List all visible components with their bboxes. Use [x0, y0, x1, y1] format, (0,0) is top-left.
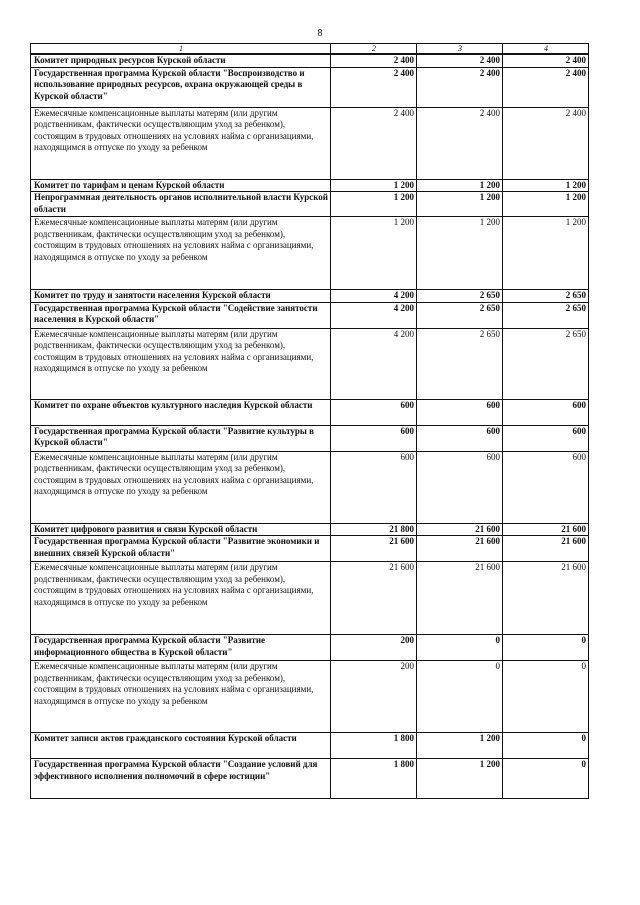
table-row	[31, 217, 589, 290]
row-value-2022: 600	[331, 425, 417, 451]
row-value-2023: 1 200	[417, 192, 503, 217]
row-value-2024: 2 650	[503, 328, 589, 399]
table-row	[31, 302, 589, 328]
row-value-2022: 4 200	[331, 302, 417, 328]
row-label: Комитет по труду и занятости населения Курской области	[31, 290, 331, 303]
header-col-3: 3	[417, 44, 503, 55]
row-value-2022: 21 600	[331, 536, 417, 562]
row-value-2022: 2 400	[331, 54, 417, 67]
table-row	[31, 54, 589, 67]
table-row	[31, 328, 589, 399]
row-value-2023: 1 200	[417, 733, 503, 759]
row-label: Комитет по охране объектов культурного наследия Курской области	[31, 399, 331, 425]
row-value-2024: 0	[503, 661, 589, 733]
row-value-2023: 2 650	[417, 328, 503, 399]
row-value-2023: 600	[417, 451, 503, 523]
table-row	[31, 562, 589, 635]
row-value-2022: 600	[331, 451, 417, 523]
budget-table	[30, 43, 589, 799]
row-label: Комитет записи актов гражданского состояния Курской области	[31, 733, 331, 759]
table-row	[31, 733, 589, 759]
row-label: Ежемесячные компенсационные выплаты матерям (или другим родственникам, фактически осуществляющим уход за ребенком), состоящим в трудовых отношениях на условиях найма с организациями, находящимся в отпуске по уходу за ребенком	[31, 661, 331, 733]
row-value-2023: 600	[417, 399, 503, 425]
table-row	[31, 523, 589, 536]
row-label: Комитет природных ресурсов Курской области	[31, 54, 331, 67]
row-value-2024: 21 600	[503, 562, 589, 635]
table-row	[31, 192, 589, 217]
table-row	[31, 67, 589, 107]
row-label: Ежемесячные компенсационные выплаты матерям (или другим родственникам, фактически осуществляющим уход за ребенком), состоящим в трудовых отношениях на условиях найма с организациями, находящимся в отпуске по уходу за ребенком	[31, 328, 331, 399]
row-label: Комитет цифрового развития и связи Курской области	[31, 523, 331, 536]
row-value-2024: 600	[503, 425, 589, 451]
row-value-2024: 21 600	[503, 523, 589, 536]
row-value-2024: 21 600	[503, 536, 589, 562]
row-value-2023: 2 400	[417, 67, 503, 107]
row-value-2023: 2 650	[417, 302, 503, 328]
row-value-2023: 2 650	[417, 290, 503, 303]
table-row	[31, 661, 589, 733]
row-value-2022: 4 200	[331, 290, 417, 303]
row-value-2024: 0	[503, 635, 589, 661]
table-row	[31, 451, 589, 523]
row-value-2022: 2 400	[331, 107, 417, 179]
table-row	[31, 179, 589, 192]
row-value-2022: 4 200	[331, 328, 417, 399]
row-label: Ежемесячные компенсационные выплаты матерям (или другим родственникам, фактически осуществляющим уход за ребенком), состоящим в трудовых отношениях на условиях найма с организациями, находящимся в отпуске по уходу за ребенком	[31, 107, 331, 179]
row-label: Непрограммная деятельность органов исполнительной власти Курской области	[31, 192, 331, 217]
row-label: Государственная программа Курской области "Развитие экономики и внешних связей Курской области"	[31, 536, 331, 562]
row-value-2024: 1 200	[503, 179, 589, 192]
header-col-1: 1	[31, 44, 331, 55]
row-value-2022: 1 800	[331, 759, 417, 799]
row-label: Государственная программа Курской области "Развитие информационного общества в Курской области"	[31, 635, 331, 661]
row-label: Государственная программа Курской области "Воспроизводство и использование природных ресурсов, охрана окружающей среды в Курской области"	[31, 67, 331, 107]
row-value-2024: 600	[503, 399, 589, 425]
row-value-2023: 1 200	[417, 179, 503, 192]
row-label: Государственная программа Курской области "Содействие занятости населения в Курской области"	[31, 302, 331, 328]
row-value-2023: 2 400	[417, 54, 503, 67]
row-label: Ежемесячные компенсационные выплаты матерям (или другим родственникам, фактически осуществляющим уход за ребенком), состоящим в трудовых отношениях на условиях найма с организациями, находящимся в отпуске по уходу за ребенком	[31, 451, 331, 523]
table-row	[31, 425, 589, 451]
table-row	[31, 759, 589, 799]
row-value-2023: 2 400	[417, 107, 503, 179]
row-value-2023: 21 600	[417, 536, 503, 562]
row-value-2024: 0	[503, 733, 589, 759]
page-number: 8	[317, 28, 323, 39]
row-value-2024: 2 650	[503, 302, 589, 328]
row-value-2023: 0	[417, 635, 503, 661]
row-value-2022: 21 600	[331, 562, 417, 635]
row-label: Комитет по тарифам и ценам Курской области	[31, 179, 331, 192]
row-value-2024: 2 400	[503, 67, 589, 107]
row-value-2023: 600	[417, 425, 503, 451]
row-value-2024: 2 400	[503, 54, 589, 67]
table-row	[31, 635, 589, 661]
header-col-2: 2	[331, 44, 417, 55]
row-label: Государственная программа Курской области "Создание условий для эффективного исполнения полномочий в сфере юстиции"	[31, 759, 331, 799]
row-value-2024: 600	[503, 451, 589, 523]
row-value-2024: 1 200	[503, 217, 589, 290]
table-row	[31, 107, 589, 179]
row-value-2022: 1 200	[331, 217, 417, 290]
row-value-2023: 21 600	[417, 562, 503, 635]
row-value-2023: 21 600	[417, 523, 503, 536]
row-value-2022: 2 400	[331, 67, 417, 107]
table-header-row	[31, 44, 589, 55]
table-row	[31, 536, 589, 562]
table-row	[31, 399, 589, 425]
row-value-2022: 200	[331, 635, 417, 661]
row-value-2024: 2 650	[503, 290, 589, 303]
row-value-2023: 1 200	[417, 217, 503, 290]
row-value-2022: 1 800	[331, 733, 417, 759]
row-value-2022: 600	[331, 399, 417, 425]
row-value-2024: 1 200	[503, 192, 589, 217]
row-value-2022: 21 800	[331, 523, 417, 536]
row-label: Ежемесячные компенсационные выплаты матерям (или другим родственникам, фактически осуществляющим уход за ребенком), состоящим в трудовых отношениях на условиях найма с организациями, находящимся в отпуске по уходу за ребенком	[31, 217, 331, 290]
row-value-2022: 200	[331, 661, 417, 733]
row-value-2022: 1 200	[331, 179, 417, 192]
row-label: Государственная программа Курской области "Развитие культуры в Курской области"	[31, 425, 331, 451]
row-value-2024: 0	[503, 759, 589, 799]
table-row	[31, 290, 589, 303]
row-value-2022: 1 200	[331, 192, 417, 217]
row-value-2023: 0	[417, 661, 503, 733]
header-col-4: 4	[503, 44, 589, 55]
row-value-2023: 1 200	[417, 759, 503, 799]
row-label: Ежемесячные компенсационные выплаты матерям (или другим родственникам, фактически осуществляющим уход за ребенком), состоящим в трудовых отношениях на условиях найма с организациями, находящимся в отпуске по уходу за ребенком	[31, 562, 331, 635]
row-value-2024: 2 400	[503, 107, 589, 179]
